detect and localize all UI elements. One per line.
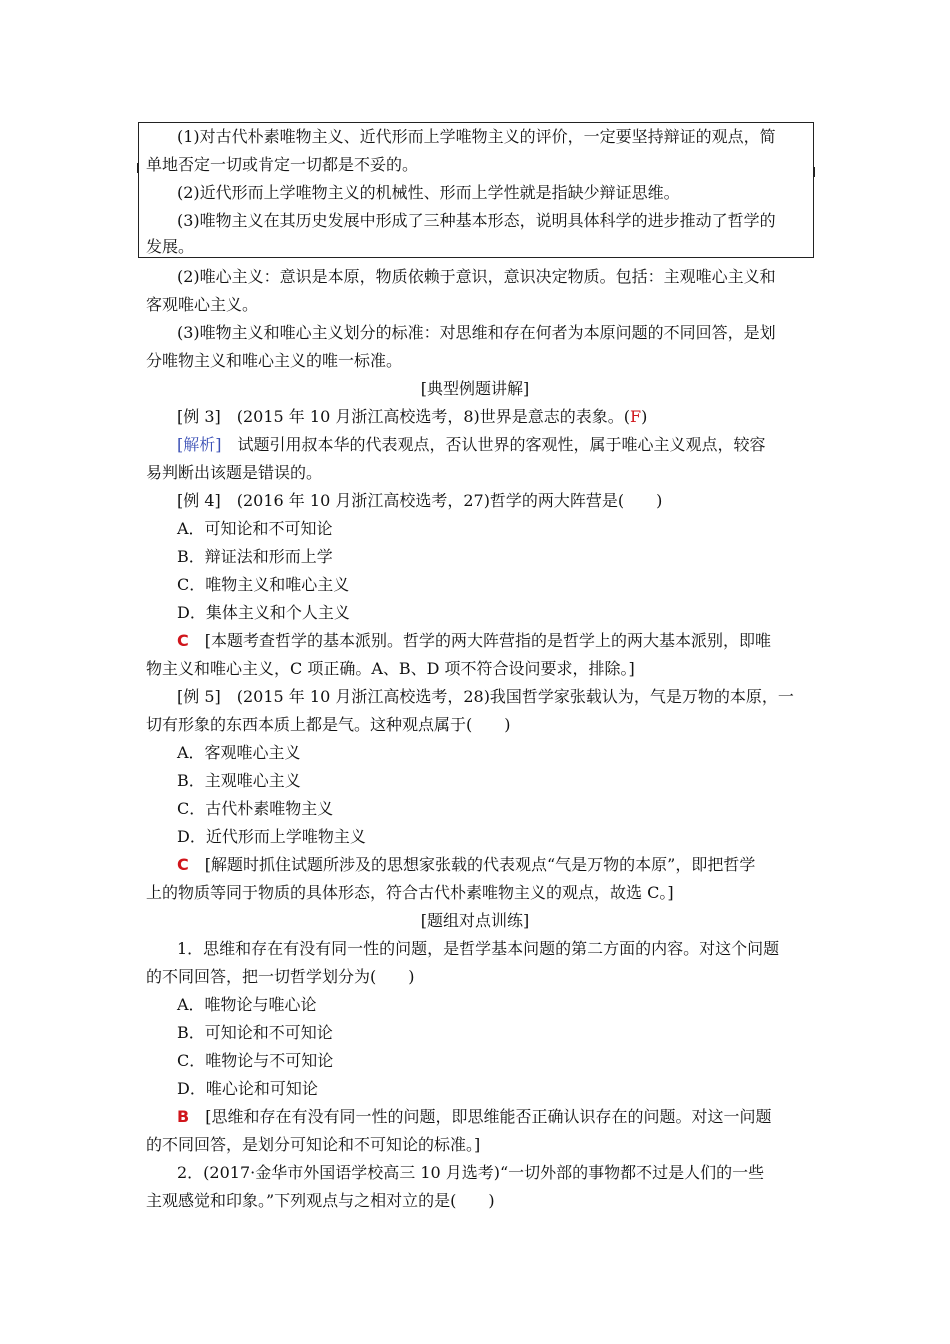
answer-letter: B (177, 1107, 190, 1126)
example-4-answer (177, 631, 771, 651)
question-1-option-a: A．唯物论与唯心论 (177, 995, 317, 1014)
example-4-answer-cont: 物主义和唯心主义，C 项正确。A、B、D 项不符合设问要求，排除。] (146, 659, 635, 678)
answer-explanation: [解题时抓住试题所涉及的思想家张载的代表观点“气是万物的本原”，即把哲学 (188, 855, 756, 874)
paragraph-criterion: (3)唯物主义和唯心主义划分的标准：对思维和存在何者为本原问题的不同回答，是划 (177, 323, 776, 342)
example-4-option-d: D．集体主义和个人主义 (177, 603, 350, 622)
answer-mark-f: F (630, 407, 642, 426)
answer-letter: C (177, 631, 189, 650)
example-4-option-b: B．辩证法和形而上学 (177, 547, 333, 566)
example-3-analysis (177, 435, 766, 455)
box-line-3: (2)近代形而上学唯物主义的机械性、形而上学性就是指缺少辩证思维。 (177, 183, 680, 202)
example-5-question-cont: 切有形象的东西本质上都是气。这种观点属于( ) (146, 715, 511, 734)
box-edge-mark (813, 167, 815, 177)
example-5-answer (177, 855, 755, 875)
example-5-option-d: D．近代形而上学唯物主义 (177, 827, 366, 846)
question-1-answer-cont: 的不同回答，是划分可知论和不可知论的标准。] (146, 1135, 481, 1154)
paragraph-idealism-cont: 客观唯心主义。 (146, 295, 259, 314)
example-4-option-c: C．唯物主义和唯心主义 (177, 575, 350, 594)
box-line-4: (3)唯物主义在其历史发展中形成了三种基本形态，说明具体科学的进步推动了哲学的 (177, 211, 776, 230)
paragraph-idealism: (2)唯心主义：意识是本原，物质依赖于意识，意识决定物质。包括：主观唯心主义和 (177, 267, 776, 286)
question-1-cont: 的不同回答，把一切哲学划分为( ) (146, 967, 415, 986)
box-line-2: 单地否定一切或肯定一切都是不妥的。 (146, 155, 419, 174)
question-1-option-b: B．可知论和不可知论 (177, 1023, 333, 1042)
question-2: 2．(2017·金华市外国语学校高三 10 月选考)“一切外部的事物都不过是人们的一些 (177, 1163, 765, 1182)
answer-explanation: [思维和存在有没有同一性的问题，即思维能否正确认识存在的问题。对这一问题 (189, 1107, 772, 1126)
example-4-option-a: A．可知论和不可知论 (177, 519, 333, 538)
question-2-cont: 主观感觉和印象。”下列观点与之相对立的是( ) (146, 1191, 495, 1210)
question-1: 1．思维和存在有没有同一性的问题，是哲学基本问题的第二方面的内容。对这个问题 (177, 939, 780, 958)
box-line-1: (1)对古代朴素唯物主义、近代形而上学唯物主义的评价，一定要坚持辩证的观点，简 (177, 127, 776, 146)
example-3-close: ) (641, 407, 648, 426)
answer-letter: C (177, 855, 189, 874)
box-edge-mark (137, 163, 139, 173)
example-5-option-a: A．客观唯心主义 (177, 743, 301, 762)
question-1-answer (177, 1107, 771, 1127)
section-heading-practice: [题组对点训练] (420, 911, 530, 930)
analysis-tag: [解析] (177, 435, 222, 454)
paragraph-criterion-cont: 分唯物主义和唯心主义的唯一标准。 (146, 351, 403, 370)
section-heading-examples: [典型例题讲解] (420, 379, 530, 398)
question-1-option-c: C．唯物论与不可知论 (177, 1051, 334, 1070)
question-1-option-d: D．唯心论和可知论 (177, 1079, 318, 1098)
example-3-text: [例 3] (2015 年 10 月浙江高校选考，8)世界是意志的表象。( (177, 407, 630, 426)
answer-explanation: [本题考查哲学的基本派别。哲学的两大阵营指的是哲学上的两大基本派别，即唯 (188, 631, 771, 650)
example-4-question: [例 4] (2016 年 10 月浙江高校选考，27)哲学的两大阵营是( ) (177, 491, 663, 510)
example-3-question (177, 407, 647, 427)
analysis-text: 试题引用叔本华的代表观点，否认世界的客观性，属于唯心主义观点，较容 (221, 435, 766, 454)
example-5-question: [例 5] (2015 年 10 月浙江高校选考，28)我国哲学家张载认为，气是万物的本原，一 (177, 687, 794, 706)
example-5-option-b: B．主观唯心主义 (177, 771, 301, 790)
example-5-option-c: C．古代朴素唯物主义 (177, 799, 334, 818)
box-line-5: 发展。 (146, 237, 195, 256)
example-3-analysis-cont: 易判断出该题是错误的。 (146, 463, 323, 482)
example-5-answer-cont: 上的物质等同于物质的具体形态，符合古代朴素唯物主义的观点，故选 C。] (146, 883, 674, 902)
